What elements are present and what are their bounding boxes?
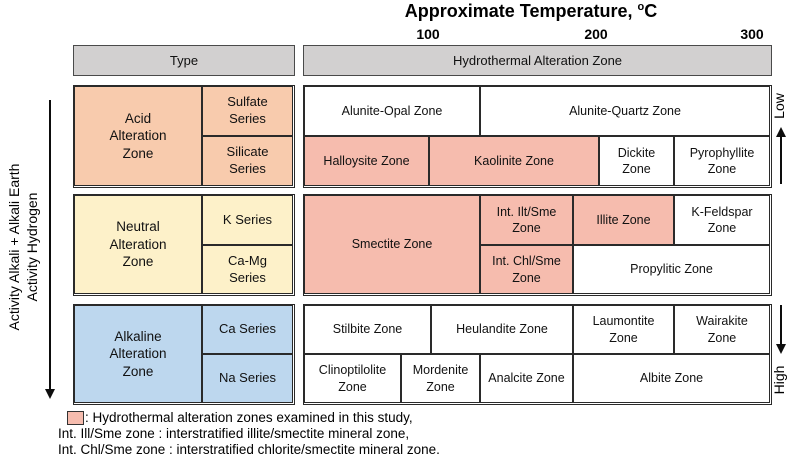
series-cell-sulfate: Sulfate Series — [202, 86, 293, 136]
zone-cell-stilbite: Stilbite Zone — [304, 305, 431, 354]
zone-cell-halloysite: Halloysite Zone — [304, 136, 429, 186]
zone-cell-analcite: Analcite Zone — [480, 354, 573, 403]
type-cell-acid: Acid Alteration Zone — [74, 86, 202, 186]
axis-title-unit: C — [644, 1, 658, 21]
legend-line-1: : Hydrothermal alteration zones examined in this study, — [58, 410, 440, 426]
zone-cell-mordenite: Mordenite Zone — [401, 354, 480, 403]
type-cell-neutral: Neutral Alteration Zone — [74, 195, 202, 294]
legend-line-3: Int. Chl/Sme zone : interstratified chlorite/smectite mineral zone. — [58, 442, 440, 457]
neutral-zones-block — [303, 194, 772, 296]
left-axis-arrow-line — [49, 100, 51, 390]
zone-cell-k-feldspar: K-Feldspar Zone — [674, 195, 770, 245]
axis-title-text: Approximate Temperature, — [404, 1, 633, 21]
acid-zones-block — [303, 85, 772, 188]
zone-cell-int-ilt-sme: Int. Ilt/Sme Zone — [480, 195, 573, 245]
zone-cell-wairakite: Wairakite Zone — [674, 305, 770, 354]
left-axis-arrow-down-icon — [45, 389, 55, 399]
high-arrow-line — [780, 305, 782, 345]
alkaline-type-block — [73, 304, 295, 405]
high-arrow-down-icon — [776, 344, 786, 354]
zone-cell-clinoptilolite: Clinoptilolite Zone — [304, 354, 401, 403]
zone-cell-pyrophyllite: Pyrophyllite Zone — [674, 136, 770, 186]
zone-cell-alunite-opal: Alunite-Opal Zone — [304, 86, 480, 136]
neutral-type-block — [73, 194, 295, 296]
type-cell-alkaline: Alkaline Alteration Zone — [74, 305, 202, 403]
zone-cell-dickite: Dickite Zone — [599, 136, 674, 186]
zone-cell-kaolinite: Kaolinite Zone — [429, 136, 599, 186]
zone-cell-heulandite: Heulandite Zone — [431, 305, 573, 354]
zone-cell-int-chl-sme: Int. Chl/Sme Zone — [480, 245, 573, 294]
tick-300: 300 — [740, 26, 764, 42]
series-cell-ca-mg: Ca-Mg Series — [202, 245, 293, 294]
zone-cell-albite: Albite Zone — [573, 354, 770, 403]
alkaline-zones-block — [303, 304, 772, 405]
series-cell-k: K Series — [202, 195, 293, 245]
legend — [58, 410, 440, 458]
tick-100: 100 — [416, 26, 440, 42]
alteration-zone-header: Hydrothermal Alteration Zone — [303, 45, 772, 76]
type-header: Type — [73, 45, 295, 76]
zone-cell-alunite-quartz: Alunite-Quartz Zone — [480, 86, 770, 136]
pink-swatch-icon — [67, 411, 84, 425]
acid-type-block — [73, 85, 295, 188]
zone-cell-propylitic: Propylitic Zone — [573, 245, 770, 294]
series-cell-na: Na Series — [202, 354, 293, 403]
legend-line-2: Int. Ill/Sme zone : interstratified illite/smectite mineral zone, — [58, 426, 410, 441]
degree-superscript: o — [637, 1, 645, 13]
zone-cell-laumontite: Laumontite Zone — [573, 305, 674, 354]
zone-cell-smectite: Smectite Zone — [304, 195, 480, 294]
zone-cell-illite: Illite Zone — [573, 195, 674, 245]
figure-hydrothermal-alteration-zones: Approximate Temperature, $^o$C 100 200 300 Type Hydrothermal Alteration Zone Activity Alkali + Alkali Earth Activity Hydrogen Low High Acid Alteration Zone Sulfate Series Silicate Series Neutral Alteration Zone K Series Ca-Mg Series Alkaline Alteration Zone Ca Series Na Series Alunite-Opal Zone Alunite-Quartz Zone Halloysite Zone Kaolinite Zone Dickite Zone Pyrophyllite Zone Smectite Zone Int. Ilt/Sme Zone Illite Zone K-Feldspar Zone Int. Chl/Sme Zone Propylitic Zone Stilbite Zone Heulandite Zone Laumontite Zone Wairakite Zone Clinoptilolite Zone Mordenite Zone Analcite Zone Albite Zone : Hydrothermal alteration zones examined in this study, Int. Ill/Sme zone : interstratified illite/smectite mineral zone, Int. Chl/Sme zone : interstratified chlorite/smectite mineral zone. — [0, 0, 796, 463]
low-arrow-line — [780, 136, 782, 184]
series-cell-silicate: Silicate Series — [202, 136, 293, 186]
tick-200: 200 — [584, 26, 608, 42]
series-cell-ca: Ca Series — [202, 305, 293, 354]
temperature-axis-title — [405, 1, 657, 22]
